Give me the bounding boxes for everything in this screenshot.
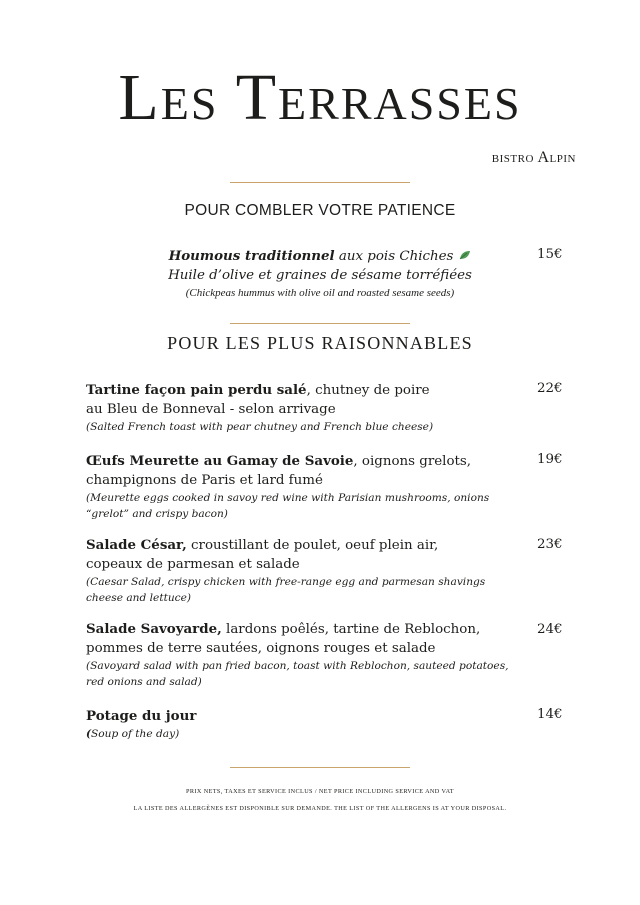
item-name: Œufs Meurette au Gamay de Savoie — [86, 453, 354, 469]
item-desc-line2: champignons de Paris et lard fumé — [86, 473, 323, 488]
item-desc: croustillant de poulet, oeuf plein air, — [186, 538, 439, 553]
item-name: Tartine façon pain perdu salé — [86, 382, 307, 398]
item-name: Potage du jour — [86, 708, 197, 724]
item-translation: (Salted French toast with pear chutney and French blue cheese) — [86, 421, 434, 433]
footer-price-note: PRIX NETS, TAXES ET SERVICE INCLUS / NET PRICE INCLUDING SERVICE AND VAT — [186, 788, 454, 795]
item-name: Salade Savoyarde, — [86, 621, 222, 637]
item-translation: (Caesar Salad, crispy chicken with free-range egg and parmesan shavings cheese and lettuce) — [86, 576, 486, 604]
menu-item-salade-cesar — [86, 536, 506, 606]
section-title-raisonnables: POUR LES PLUS RAISONNABLES — [167, 333, 473, 353]
item-desc: aux pois Chiches — [334, 249, 454, 264]
item-translation: (Meurette eggs cooked in savoy red wine with Parisian mushrooms, onions “grelot” and crispy bacon) — [86, 492, 490, 520]
menu-item-salade-savoyarde — [86, 620, 516, 690]
leaf-icon — [459, 247, 471, 266]
footer-allergen-note: LA LISTE DES ALLERGÈNES EST DISPONIBLE SUR DEMANDE. THE LIST OF THE ALLERGENS IS AT YOUR DISPOSAL. — [133, 805, 507, 812]
divider-rule — [230, 323, 410, 324]
item-desc-line2: pommes de terre sautées, oignons rouges et salade — [86, 641, 436, 656]
price-tartine: 22€ — [537, 381, 563, 396]
item-desc-line2: copeaux de parmesan et salade — [86, 557, 300, 572]
item-desc: , chutney de poire — [306, 383, 430, 398]
menu-item-houmous — [150, 247, 490, 301]
item-name: Salade César, — [86, 537, 187, 553]
section-title-patience: POUR COMBLER VOTRE PATIENCE — [184, 202, 456, 219]
item-name: Houmous traditionnel — [168, 248, 335, 264]
item-translation: Soup of the day) — [91, 728, 180, 740]
restaurant-subtitle: bistro Alpin — [491, 149, 576, 166]
price-salade-cesar: 23€ — [537, 537, 563, 552]
price-oeufs-meurette: 19€ — [537, 452, 563, 467]
item-translation-paren: ( — [86, 728, 92, 740]
price-potage: 14€ — [537, 707, 563, 722]
divider-rule — [230, 182, 410, 183]
menu-item-tartine — [86, 381, 506, 435]
item-desc-line2: au Bleu de Bonneval - selon arrivage — [86, 402, 336, 417]
item-desc: lardons poêlés, tartine de Reblochon, — [221, 622, 481, 637]
price-salade-savoyarde: 24€ — [537, 622, 563, 637]
item-desc-line2: Huile d’olive et graines de sésame torréfiées — [168, 268, 472, 283]
item-translation: (Savoyard salad with pan fried bacon, toast with Reblochon, sauteed potatoes, red onions and salad) — [86, 660, 509, 688]
item-translation: (Chickpeas hummus with olive oil and roasted sesame seeds) — [185, 287, 455, 299]
restaurant-title: Les Terrasses — [118, 61, 522, 134]
item-desc: , oignons grelots, — [353, 454, 472, 469]
divider-rule — [230, 767, 410, 768]
menu-item-potage — [86, 707, 506, 742]
price-houmous: 15€ — [537, 247, 563, 262]
menu-item-oeufs-meurette — [86, 452, 506, 522]
